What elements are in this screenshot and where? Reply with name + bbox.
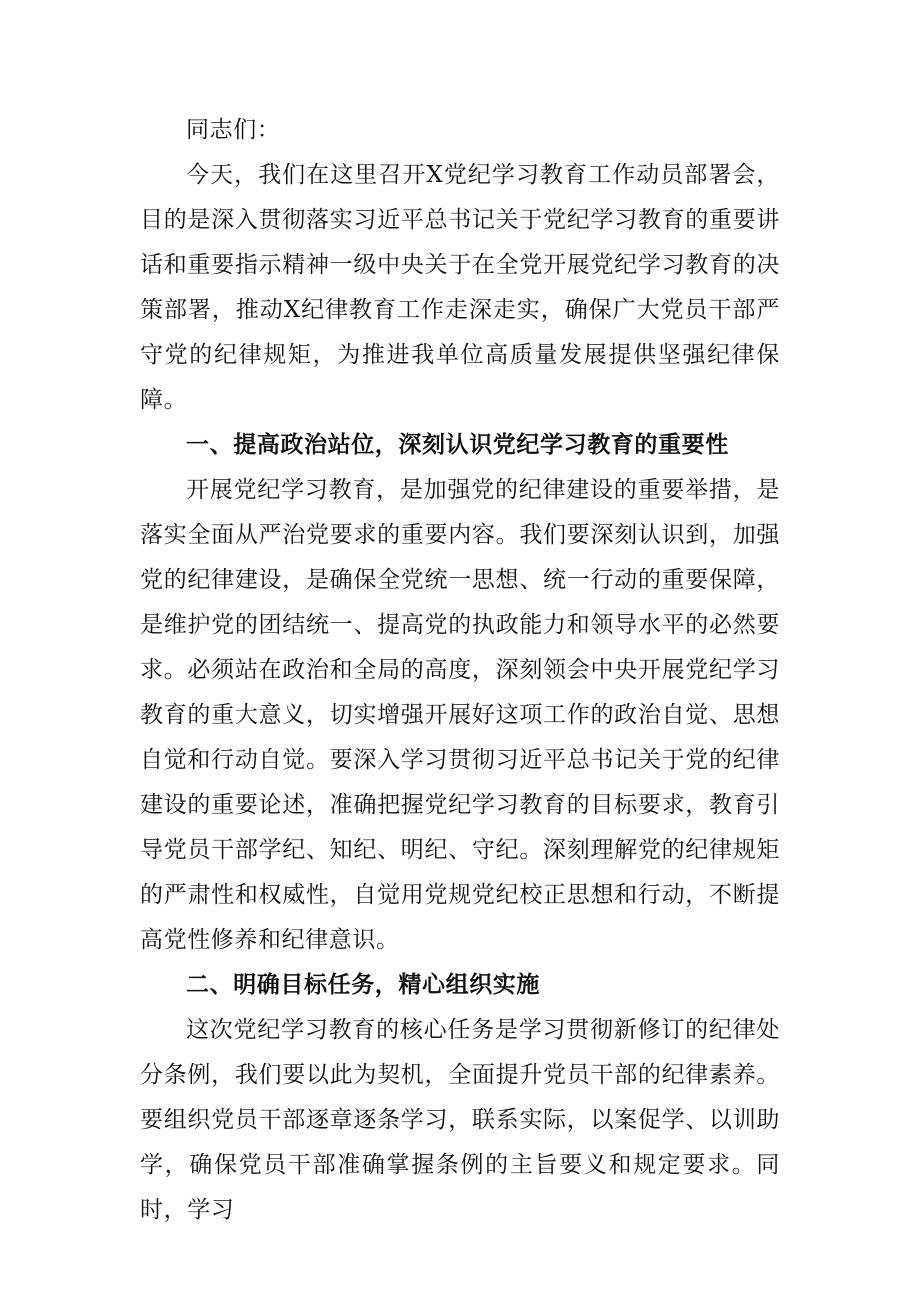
greeting: 同志们： [186,117,281,143]
intro-paragraph: 今天，我们在这里召开X党纪学习教育工作动员部署会，目的是深入贯彻落实习近平总书记关于党纪学习教育的重要讲话和重要指示精神一级中央关于在全党开展党纪学习教育的决策部署，推动X纪律教育工作走深走实，确保广大党员干部严守党的纪律规矩，为推进我单位高质量发展提供坚强纪律保障。 [140,162,780,413]
section-2-heading: 二、明确目标任务，精心组织实施 [186,972,540,998]
section-2-body: 这次党纪学习教育的核心任务是学习贯彻新修订的纪律处分条例，我们要以此为契机，全面提升党员干部的纪律素养。要组织党员干部逐章逐条学习，联系实际，以案促学、以训助学，确保党员干部准确掌握条例的主旨要义和规定要求。同时，学习 [140,1017,780,1223]
section-1-heading: 一、提高政治站位，深刻认识党纪学习教育的重要性 [186,432,729,458]
section-1-body: 开展党纪学习教育，是加强党的纪律建设的重要举措，是落实全面从严治党要求的重要内容。我们要深刻认识到，加强党的纪律建设，是确保全党统一思想、统一行动的重要保障，是维护党的团结统一、提高党的执政能力和领导水平的必然要求。必须站在政治和全局的高度，深刻领会中央开展党纪学习教育的重大意义，切实增强开展好这项工作的政治自觉、思想自觉和行动自觉。要深入学习贯彻习近平总书记关于党的纪律建设的重要论述，准确把握党纪学习教育的目标要求，教育引导党员干部学纪、知纪、明纪、守纪。深刻理解党的纪律规矩的严肃性和权威性，自觉用党规党纪校正思想和行动，不断提高党性修养和纪律意识。 [140,477,780,953]
document-page [140,108,780,1233]
